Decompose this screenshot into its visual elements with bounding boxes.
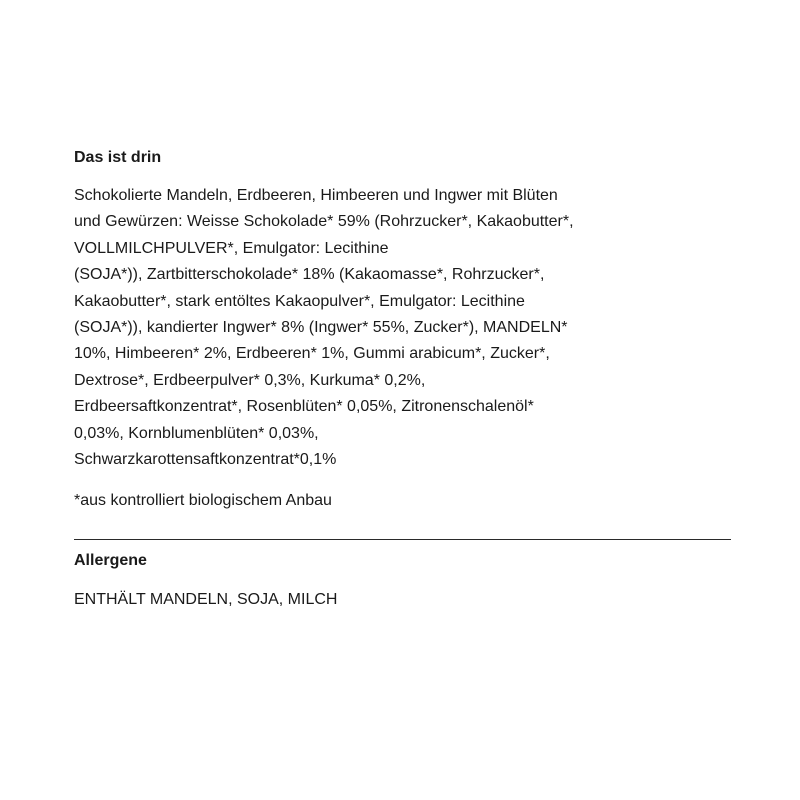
organic-footnote: *aus kontrolliert biologischem Anbau (74, 492, 332, 510)
ingredients-line: (SOJA*)), Zartbitterschokolade* 18% (Kakaomasse*, Rohrzucker*, (74, 266, 545, 284)
ingredients-line: Dextrose*, Erdbeerpulver* 0,3%, Kurkuma* 0,2%, (74, 371, 426, 389)
ingredients-line: 0,03%, Kornblumenblüten* 0,03%, (74, 424, 319, 442)
ingredients-heading: Das ist drin (74, 149, 162, 166)
allergens-text: ENTHÄLT MANDELN, SOJA, MILCH (74, 591, 338, 609)
ingredients-line: Erdbeersaftkonzentrat*, Rosenblüten* 0,05%, Zitronenschalenöl* (74, 398, 534, 416)
ingredients-list (74, 183, 734, 473)
ingredients-line: und Gewürzen: Weisse Schokolade* 59% (Rohrzucker*, Kakaobutter*, (74, 213, 574, 231)
ingredients-line: Kakaobutter*, stark entöltes Kakaopulver*, Emulgator: Lecithine (74, 292, 525, 310)
ingredients-line: 10%, Himbeeren* 2%, Erdbeeren* 1%, Gummi arabicum*, Zucker*, (74, 345, 550, 363)
ingredients-line: Schwarzkarottensaftkonzentrat*0,1% (74, 451, 337, 469)
ingredients-line: (SOJA*)), kandierter Ingwer* 8% (Ingwer* 55%, Zucker*), MANDELN* (74, 319, 568, 337)
ingredients-line: Schokolierte Mandeln, Erdbeeren, Himbeeren und Ingwer mit Blüten (74, 187, 558, 204)
section-divider (74, 539, 731, 540)
ingredients-line: VOLLMILCHPULVER*, Emulgator: Lecithine (74, 239, 389, 257)
allergens-heading: Allergene (74, 552, 147, 570)
product-info-panel (74, 147, 734, 612)
